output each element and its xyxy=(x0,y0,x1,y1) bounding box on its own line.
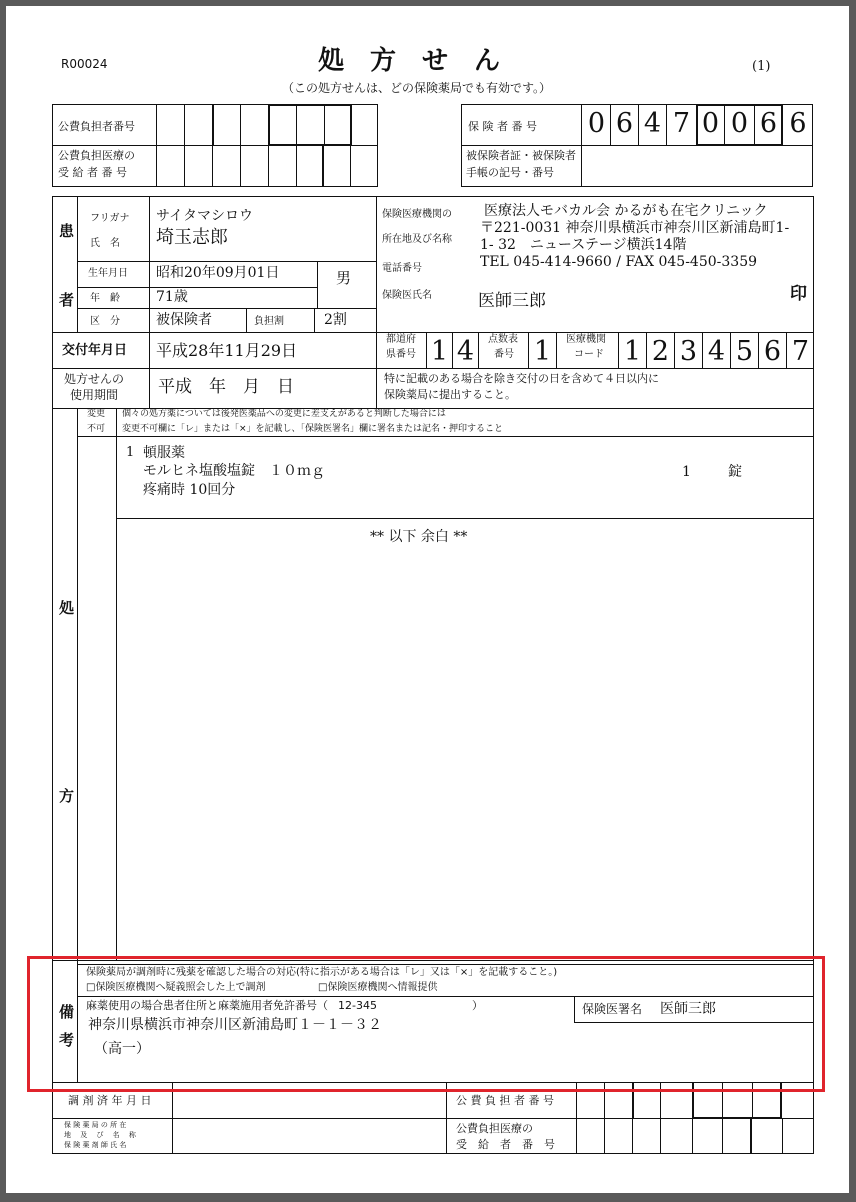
clinic-address: 1- 32 ニューステージ横浜14階 xyxy=(480,237,687,253)
insurer-digit: 0 xyxy=(587,108,606,139)
inst-digit: 6 xyxy=(763,336,782,367)
narcotic-license-no: 12-345 xyxy=(338,999,377,1012)
inst-digit: 3 xyxy=(679,336,698,367)
validity-note: 特に記載のある場合を除き交付の日を含めて４日以内に xyxy=(384,372,659,385)
insurer-digit: 6 xyxy=(789,108,807,139)
rx-route: 頓服薬 xyxy=(143,445,185,461)
residual-option-inquiry: □保険医療機関へ疑義照会した上で調剤 xyxy=(86,982,266,993)
age-label: 年 齢 xyxy=(90,293,120,304)
inst-digit: 4 xyxy=(707,336,726,367)
footer-recipient-label: 受 給 者 番 号 xyxy=(456,1138,555,1151)
clinic-address: 〒221-0031 神奈川県横浜市神奈川区新浦島町1- xyxy=(480,220,790,236)
sign-label: 保険医署名 xyxy=(582,1002,643,1016)
prescription-section-label: 方 xyxy=(59,787,75,805)
highlight-box xyxy=(27,956,825,1092)
class-label: 区 分 xyxy=(90,316,120,327)
validity-value: 平成 年 月 日 xyxy=(158,377,294,397)
narcotic-close: ） xyxy=(472,999,483,1012)
points-digit: 1 xyxy=(533,336,552,367)
pref-digit: 4 xyxy=(456,336,475,367)
prescription-sheet xyxy=(6,6,849,1193)
change-label: 不可 xyxy=(87,424,106,434)
pharmacy-label: 保 険 薬 剤 師 氏 名 xyxy=(64,1141,127,1149)
validity-label: 使用期間 xyxy=(70,388,119,402)
inst-digit: 7 xyxy=(791,336,810,367)
seal-mark: 印 xyxy=(790,284,807,304)
inst-code-label: 医療機関 xyxy=(566,334,606,345)
validity-label: 処方せんの xyxy=(64,372,125,386)
clinic-phone: TEL 045-414-9660 / FAX 045-450-3359 xyxy=(480,254,758,270)
issue-date: 平成28年11月29日 xyxy=(156,341,298,360)
patient-sex: 男 xyxy=(336,269,352,287)
issue-date-label: 交付年月日 xyxy=(62,343,128,358)
doctor-label: 保険医氏名 xyxy=(382,290,432,301)
inst-code-label: コード xyxy=(574,349,604,360)
footer-payer-label: 公 費 負 担 者 番 号 xyxy=(456,1094,554,1107)
remarks-section-label: 備 xyxy=(59,1003,75,1021)
patient-section-label: 患 xyxy=(59,222,75,240)
remarks-section-label: 考 xyxy=(59,1031,75,1049)
birth-label: 生年月日 xyxy=(88,268,128,279)
document-id: R00024 xyxy=(61,57,108,71)
points-label: 番号 xyxy=(494,349,514,360)
rx-quantity: 1 xyxy=(682,464,691,480)
rx-end-mark: ** 以下 余白 ** xyxy=(370,529,468,545)
patient-class: 被保険者 xyxy=(156,312,212,328)
pharmacy-label: 保 険 薬 局 の 所 在 xyxy=(64,1121,127,1129)
residual-option-info: □保険医療機関へ情報提供 xyxy=(318,982,438,993)
patient-address: 神奈川県横浜市神奈川区新浦島町１－１－３２ xyxy=(88,1017,382,1033)
clinic-address-label: 保険医療機関の xyxy=(382,209,452,220)
pharmacy-label: 地 及 び 名 称 xyxy=(64,1131,136,1139)
name-label: 氏 名 xyxy=(90,238,120,249)
pref-label: 県番号 xyxy=(386,349,416,360)
insurer-digit: 6 xyxy=(615,108,634,139)
inst-digit: 5 xyxy=(735,336,754,367)
burden-label: 負担割 xyxy=(254,316,284,327)
doctor-name: 医師三郎 xyxy=(478,291,546,311)
validity-note: 保険薬局に提出すること。 xyxy=(384,388,516,401)
insurer-digit: 4 xyxy=(643,108,662,139)
change-label: 変更 xyxy=(87,409,106,419)
patient-section-label: 者 xyxy=(59,291,75,309)
footer-recipient-label: 公費負担医療の xyxy=(456,1122,533,1135)
inst-digit: 2 xyxy=(651,336,670,367)
patient-furigana: サイタマシロウ xyxy=(156,208,254,224)
inst-digit: 1 xyxy=(623,336,642,367)
patient-age: 71歳 xyxy=(156,289,188,305)
remarks-note: （高一） xyxy=(94,1041,150,1057)
insured-card-label-2: 手帳の記号・番号 xyxy=(466,166,554,179)
patient-birth: 昭和20年09月01日 xyxy=(156,265,280,281)
patient-name: 埼玉志郎 xyxy=(156,227,228,248)
insurer-label: 保 険 者 番 号 xyxy=(468,120,537,133)
residual-drug-note: 保険薬局が調剤時に残薬を確認した場合の対応(特に指示がある場合は「レ」又は「×」を記載すること。) xyxy=(86,967,558,978)
dispense-date-label: 調 剤 済 年 月 日 xyxy=(68,1094,152,1107)
patient-burden: 2割 xyxy=(324,312,347,328)
sign-value: 医師三郎 xyxy=(660,1001,716,1017)
insurer-digit: 7 xyxy=(672,108,691,139)
insurer-digit: 0 xyxy=(701,108,720,139)
points-label: 点数表 xyxy=(488,334,518,345)
document-subtitle: （この処方せんは、どの保険薬局でも有効です。） xyxy=(282,81,552,95)
generic-notice: 変更不可欄に「レ」または「×」を記載し、「保険医署名」欄に署名または記名・押印すること xyxy=(122,424,504,434)
clinic-name: 医療法人モバカル会 かるがも在宅クリニック xyxy=(484,203,768,219)
prescription-section-label: 処 xyxy=(59,599,75,617)
rx-item-number: 1 xyxy=(126,445,135,460)
public-payer-label: 公費負担者番号 xyxy=(58,120,135,133)
generic-notice: 個々の処方薬については後発医薬品への変更に差支えがあると判断した場合には xyxy=(122,409,446,419)
furigana-label: フリガナ xyxy=(90,213,130,224)
document-title: 処 方 せ ん xyxy=(318,46,501,76)
rx-drug: モルヒネ塩酸塩錠 １０ｍｇ xyxy=(143,463,325,479)
clinic-address-label: 所在地及び名称 xyxy=(382,234,452,245)
rx-unit: 錠 xyxy=(728,464,742,480)
pref-digit: 1 xyxy=(430,336,449,367)
public-recipient-label-1: 公費負担医療の xyxy=(58,149,135,162)
phone-label: 電話番号 xyxy=(382,263,422,274)
pref-label: 都道府 xyxy=(386,334,416,345)
narcotic-label: 麻薬使用の場合患者住所と麻薬施用者免許番号（ xyxy=(86,999,328,1012)
rx-usage: 疼痛時 10回分 xyxy=(143,482,236,498)
insured-card-label-1: 被保険者証・被保険者 xyxy=(466,149,576,162)
insurer-digit: 0 xyxy=(730,108,749,139)
public-recipient-label-2: 受 給 者 番 号 xyxy=(58,166,127,179)
page-number: (1) xyxy=(752,59,771,74)
insurer-digit: 6 xyxy=(759,108,778,139)
